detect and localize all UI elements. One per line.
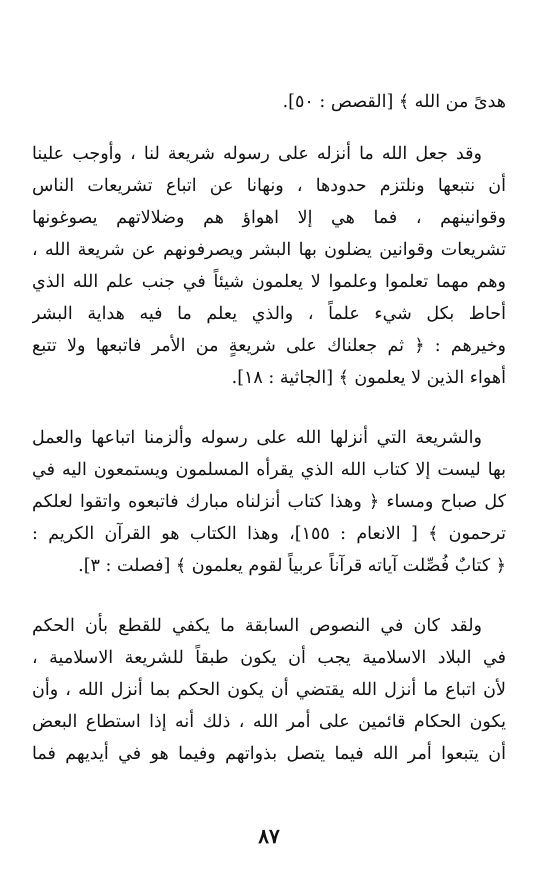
text-line: تشريعات وقوانين يضلون بها البشر ويصرفونهم عن شريعة الله ، bbox=[32, 240, 506, 260]
text-line: وقد جعل الله ما أنزله على رسوله شريعة لنا ، وأوجب علينا bbox=[32, 144, 482, 164]
text-line: لأن اتباع ما أنزل الله يقتضي أن يكون الحكم بما أنزل الله ، وأن bbox=[32, 680, 506, 700]
text-line: والشريعة التي أنزلها الله على رسوله وألزمنا اتباعها والعمل bbox=[32, 428, 482, 448]
text-line: أن يتبعوا أمر الله فيما يتصل بذواتهم وفيما هو في أيديهم فما bbox=[32, 744, 506, 764]
text-line: وهم مهما تعلموا وعلموا لا يعلمون شيئاً في جنب علم الله الذي bbox=[32, 272, 506, 292]
text-line: ﴿ كتابٌ فُصِّلت آياته قرآناً عربياً لقوم يعلمون ﴾ [فصلت : ٣]. bbox=[78, 556, 506, 576]
page-number: ٨٧ bbox=[258, 824, 280, 848]
text-line: أحاط بكل شيء علماً ، والذي يعلم ما فيه هداية البشر bbox=[32, 304, 506, 324]
text-line: في البلاد الاسلامية يجب أن يكون طبقاً للشريعة الاسلامية ، bbox=[32, 648, 506, 668]
text-line: هدىً من الله ﴾ [القصص : ٥٠]. bbox=[282, 92, 506, 112]
text-line: ترحمون ﴾ [ الانعام : ١٥٥]، وهذا الكتاب هو القرآن الكريم : bbox=[32, 524, 506, 544]
text-line: وقوانينهم ، فما هي إلا اهواؤ هم وضلالاتهم يصوغونها bbox=[32, 208, 506, 228]
text-line: يكون الحكام قائمين على أمر الله ، ذلك أنه إذا استطاع البعض bbox=[32, 712, 506, 732]
text-line: كل صباح ومساء ﴿ وهذا كتاب أنزلناه مبارك فاتبعوه واتقوا لعلكم bbox=[32, 492, 506, 512]
text-line: ولقد كان في النصوص السابقة ما يكفي للقطع بأن الحكم bbox=[32, 616, 482, 636]
text-line: أن نتبعها ونلتزم حدودها ، ونهانا عن اتباع تشريعات الناس bbox=[32, 176, 506, 196]
text-line: وخيرهم : ﴿ ثم جعلناك على شريعةٍ من الأمر فاتبعها ولا تتبع bbox=[32, 336, 506, 356]
text-line: بها ليست إلا كتاب الله الذي يقرأه المسلمون ويستمعون اليه في bbox=[32, 460, 506, 480]
text-line: أهواء الذين لا يعلمون ﴾ [الجاثية : ١٨]. bbox=[231, 368, 506, 388]
